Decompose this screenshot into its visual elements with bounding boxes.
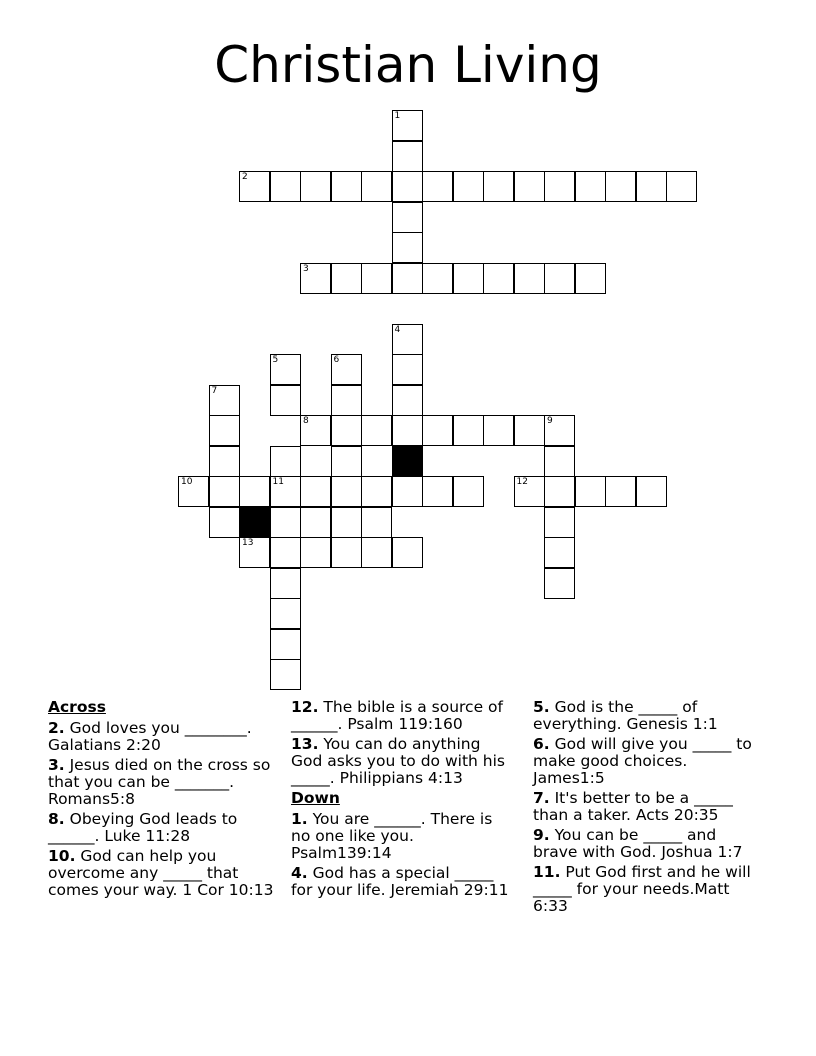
grid-cell[interactable] bbox=[636, 171, 667, 202]
clue-across-12: 12. The bible is a source of ______. Psalm 119:160 bbox=[291, 698, 503, 733]
grid-cell[interactable] bbox=[483, 415, 514, 446]
grid-cell[interactable] bbox=[239, 537, 270, 568]
clue-number: 13 bbox=[242, 538, 254, 548]
across-heading: Across bbox=[48, 698, 106, 716]
grid-cell[interactable] bbox=[392, 537, 423, 568]
grid-cell[interactable] bbox=[361, 263, 392, 294]
grid-cell[interactable] bbox=[605, 476, 636, 507]
grid-cell[interactable] bbox=[270, 659, 301, 690]
grid-cell[interactable] bbox=[392, 385, 423, 416]
grid-cell[interactable] bbox=[453, 415, 484, 446]
grid-cell[interactable] bbox=[270, 507, 301, 538]
clue-across-2: 2. God loves you ________. Galatians 2:20 bbox=[48, 719, 252, 754]
grid-cell[interactable] bbox=[300, 415, 331, 446]
grid-cell[interactable] bbox=[270, 568, 301, 599]
grid-cell[interactable] bbox=[270, 537, 301, 568]
clue-down-9: 9. You can be _____ and brave with God. Joshua 1:7 bbox=[533, 826, 743, 861]
grid-cell[interactable] bbox=[392, 263, 423, 294]
grid-cell[interactable] bbox=[544, 263, 575, 294]
grid-cell[interactable] bbox=[544, 507, 575, 538]
grid-cell[interactable] bbox=[483, 263, 514, 294]
grid-cell[interactable] bbox=[422, 415, 453, 446]
clue-number: 2 bbox=[242, 172, 248, 182]
grid-cell[interactable] bbox=[575, 476, 606, 507]
grid-cell[interactable] bbox=[331, 171, 362, 202]
grid-cell[interactable] bbox=[361, 507, 392, 538]
grid-cell[interactable] bbox=[209, 446, 240, 477]
grid-cell[interactable] bbox=[270, 354, 301, 385]
grid-cell[interactable] bbox=[575, 263, 606, 294]
grid-cell[interactable] bbox=[270, 171, 301, 202]
clue-down-7: 7. It's better to be a _____ than a taker. Acts 20:35 bbox=[533, 789, 733, 824]
down-heading: Down bbox=[291, 789, 340, 807]
black-square bbox=[239, 507, 270, 538]
grid-cell[interactable] bbox=[453, 171, 484, 202]
grid-cell[interactable] bbox=[209, 415, 240, 446]
clue-number: 6 bbox=[333, 355, 340, 365]
grid-cell[interactable] bbox=[361, 537, 392, 568]
grid-cell[interactable] bbox=[605, 171, 636, 202]
grid-cell[interactable] bbox=[544, 568, 575, 599]
clue-down-6: 6. God will give you _____ to make good choices. James1:5 bbox=[533, 735, 752, 787]
grid-cell[interactable] bbox=[666, 171, 697, 202]
grid-cell[interactable] bbox=[544, 476, 575, 507]
grid-cell[interactable] bbox=[300, 476, 331, 507]
clue-across-10: 10. God can help you overcome any _____ that comes your way. 1 Cor 10:13 bbox=[48, 847, 274, 899]
grid-cell[interactable] bbox=[331, 415, 362, 446]
clue-number: 4 bbox=[394, 324, 401, 335]
grid-cell[interactable] bbox=[300, 263, 331, 294]
grid-cell[interactable] bbox=[514, 263, 545, 294]
grid-cell[interactable] bbox=[514, 476, 545, 507]
grid-cell[interactable] bbox=[270, 385, 301, 416]
grid-cell[interactable] bbox=[300, 171, 331, 202]
grid-cell[interactable] bbox=[453, 263, 484, 294]
grid-cell[interactable] bbox=[331, 385, 362, 416]
grid-cell[interactable] bbox=[239, 171, 270, 202]
clue-number: 10 bbox=[181, 477, 193, 487]
clue-number: 3 bbox=[303, 263, 309, 274]
grid-cell[interactable] bbox=[361, 415, 392, 446]
clue-number: 9 bbox=[547, 416, 553, 426]
grid-cell[interactable] bbox=[392, 415, 423, 446]
grid-cell[interactable] bbox=[514, 171, 545, 202]
clue-number: 8 bbox=[303, 416, 309, 426]
grid-cell[interactable] bbox=[209, 476, 240, 507]
grid-cell[interactable] bbox=[514, 415, 545, 446]
grid-cell[interactable] bbox=[331, 354, 362, 385]
clue-across-13: 13. You can do anything God asks you to do with his _____. Philippians 4:13 bbox=[291, 735, 505, 787]
grid-cell[interactable] bbox=[209, 507, 240, 538]
grid-cell[interactable] bbox=[270, 446, 301, 477]
grid-cell[interactable] bbox=[209, 385, 240, 416]
grid-cell[interactable] bbox=[544, 446, 575, 477]
clue-down-5: 5. God is the _____ of everything. Genesis 1:1 bbox=[533, 698, 718, 733]
clue-across-8: 8. Obeying God leads to ______. Luke 11:28 bbox=[48, 810, 238, 845]
clue-across-3: 3. Jesus died on the cross so that you can be _______. Romans5:8 bbox=[48, 756, 271, 808]
clue-column-3 bbox=[533, 699, 757, 918]
clue-column-2 bbox=[291, 699, 515, 902]
grid-cell[interactable] bbox=[270, 629, 301, 660]
grid-cell[interactable] bbox=[239, 476, 270, 507]
grid-cell[interactable] bbox=[392, 141, 423, 172]
clue-number: 11 bbox=[272, 477, 284, 487]
grid-cell[interactable] bbox=[392, 324, 423, 355]
grid-cell[interactable] bbox=[392, 202, 423, 233]
grid-cell[interactable] bbox=[392, 476, 423, 507]
puzzle-title: Christian Living bbox=[214, 36, 602, 94]
clue-down-4: 4. God has a special _____ for your life. Jeremiah 29:11 bbox=[291, 864, 509, 899]
clue-number: 5 bbox=[272, 355, 279, 365]
grid-cell[interactable] bbox=[575, 171, 606, 202]
grid-cell[interactable] bbox=[422, 171, 453, 202]
grid-cell[interactable] bbox=[361, 171, 392, 202]
grid-cell[interactable] bbox=[331, 263, 362, 294]
clue-down-11: 11. Put God first and he will _____ for your needs.Matt 6:33 bbox=[533, 863, 751, 915]
grid-cell[interactable] bbox=[270, 598, 301, 629]
grid-cell[interactable] bbox=[544, 537, 575, 568]
grid-cell[interactable] bbox=[422, 263, 453, 294]
grid-cell[interactable] bbox=[300, 537, 331, 568]
grid-cell[interactable] bbox=[300, 507, 331, 538]
grid-cell[interactable] bbox=[636, 476, 667, 507]
grid-cell[interactable] bbox=[392, 232, 423, 263]
grid-cell[interactable] bbox=[361, 476, 392, 507]
clue-number: 7 bbox=[211, 385, 218, 396]
black-square bbox=[392, 446, 423, 477]
grid-cell[interactable] bbox=[392, 110, 423, 141]
grid-cell[interactable] bbox=[331, 476, 362, 507]
clue-down-1: 1. You are ______. There is no one like you. Psalm139:14 bbox=[291, 810, 493, 862]
grid-cell[interactable] bbox=[422, 476, 453, 507]
grid-cell[interactable] bbox=[331, 537, 362, 568]
grid-cell[interactable] bbox=[453, 476, 484, 507]
grid-cell[interactable] bbox=[544, 171, 575, 202]
grid-cell[interactable] bbox=[544, 415, 575, 446]
clue-number: 1 bbox=[394, 111, 401, 121]
grid-cell[interactable] bbox=[331, 507, 362, 538]
grid-cell[interactable] bbox=[331, 446, 362, 477]
grid-cell[interactable] bbox=[483, 171, 514, 202]
clue-column-1 bbox=[48, 699, 280, 902]
clue-number: 12 bbox=[516, 477, 528, 487]
grid-cell[interactable] bbox=[270, 476, 301, 507]
grid-cell[interactable] bbox=[392, 354, 423, 385]
grid-cell[interactable] bbox=[392, 171, 423, 202]
grid-cell[interactable] bbox=[178, 476, 209, 507]
